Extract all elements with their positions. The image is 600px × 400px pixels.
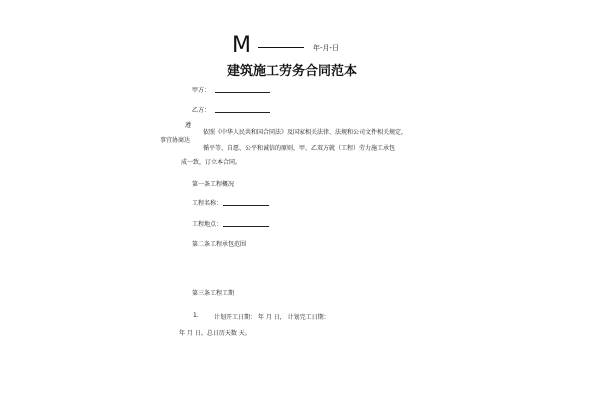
schedule-item-text: 计划开工日期： 年 月 日， 计划完工日期： [214, 314, 330, 321]
article-3-heading: 第三条工程工期 [192, 290, 235, 297]
party-a-label: 甲方： [192, 87, 211, 94]
preamble-side-note: 事宜协商达 [160, 137, 191, 144]
preamble-line-2: 循平等、自愿、公平和诚信的原则，甲、乙双方就（工程）劳力施工承包 [203, 145, 396, 152]
header-letter: M [232, 33, 251, 58]
project-location-label: 工程地点： [192, 221, 223, 228]
project-location-blank [223, 226, 269, 227]
header-rule [258, 47, 304, 48]
preamble-line-1: 依照《中华人民共和国合同法》及国家相关法律、法规和公司文件相关规定， [203, 129, 408, 136]
party-a-blank [215, 92, 270, 93]
article-2-heading: 第二条工程承包范围 [192, 241, 247, 248]
total-days-text: 年 月 日。总日历天数 天。 [179, 330, 251, 337]
article-1-heading: 第一条工程概况 [192, 181, 235, 188]
party-b-blank [215, 112, 270, 113]
project-name-blank [223, 205, 269, 206]
preamble-line-3: 成一致，订立本合同。 [181, 159, 242, 166]
schedule-item-number: 1. [193, 312, 199, 319]
document-title: 建筑施工劳务合同范本 [227, 64, 358, 79]
party-b-label: 乙方： [192, 107, 211, 114]
header-date: 年-月-日 [313, 44, 340, 52]
project-name-label: 工程名称： [192, 200, 223, 207]
preamble-char: 遵 [185, 122, 192, 129]
